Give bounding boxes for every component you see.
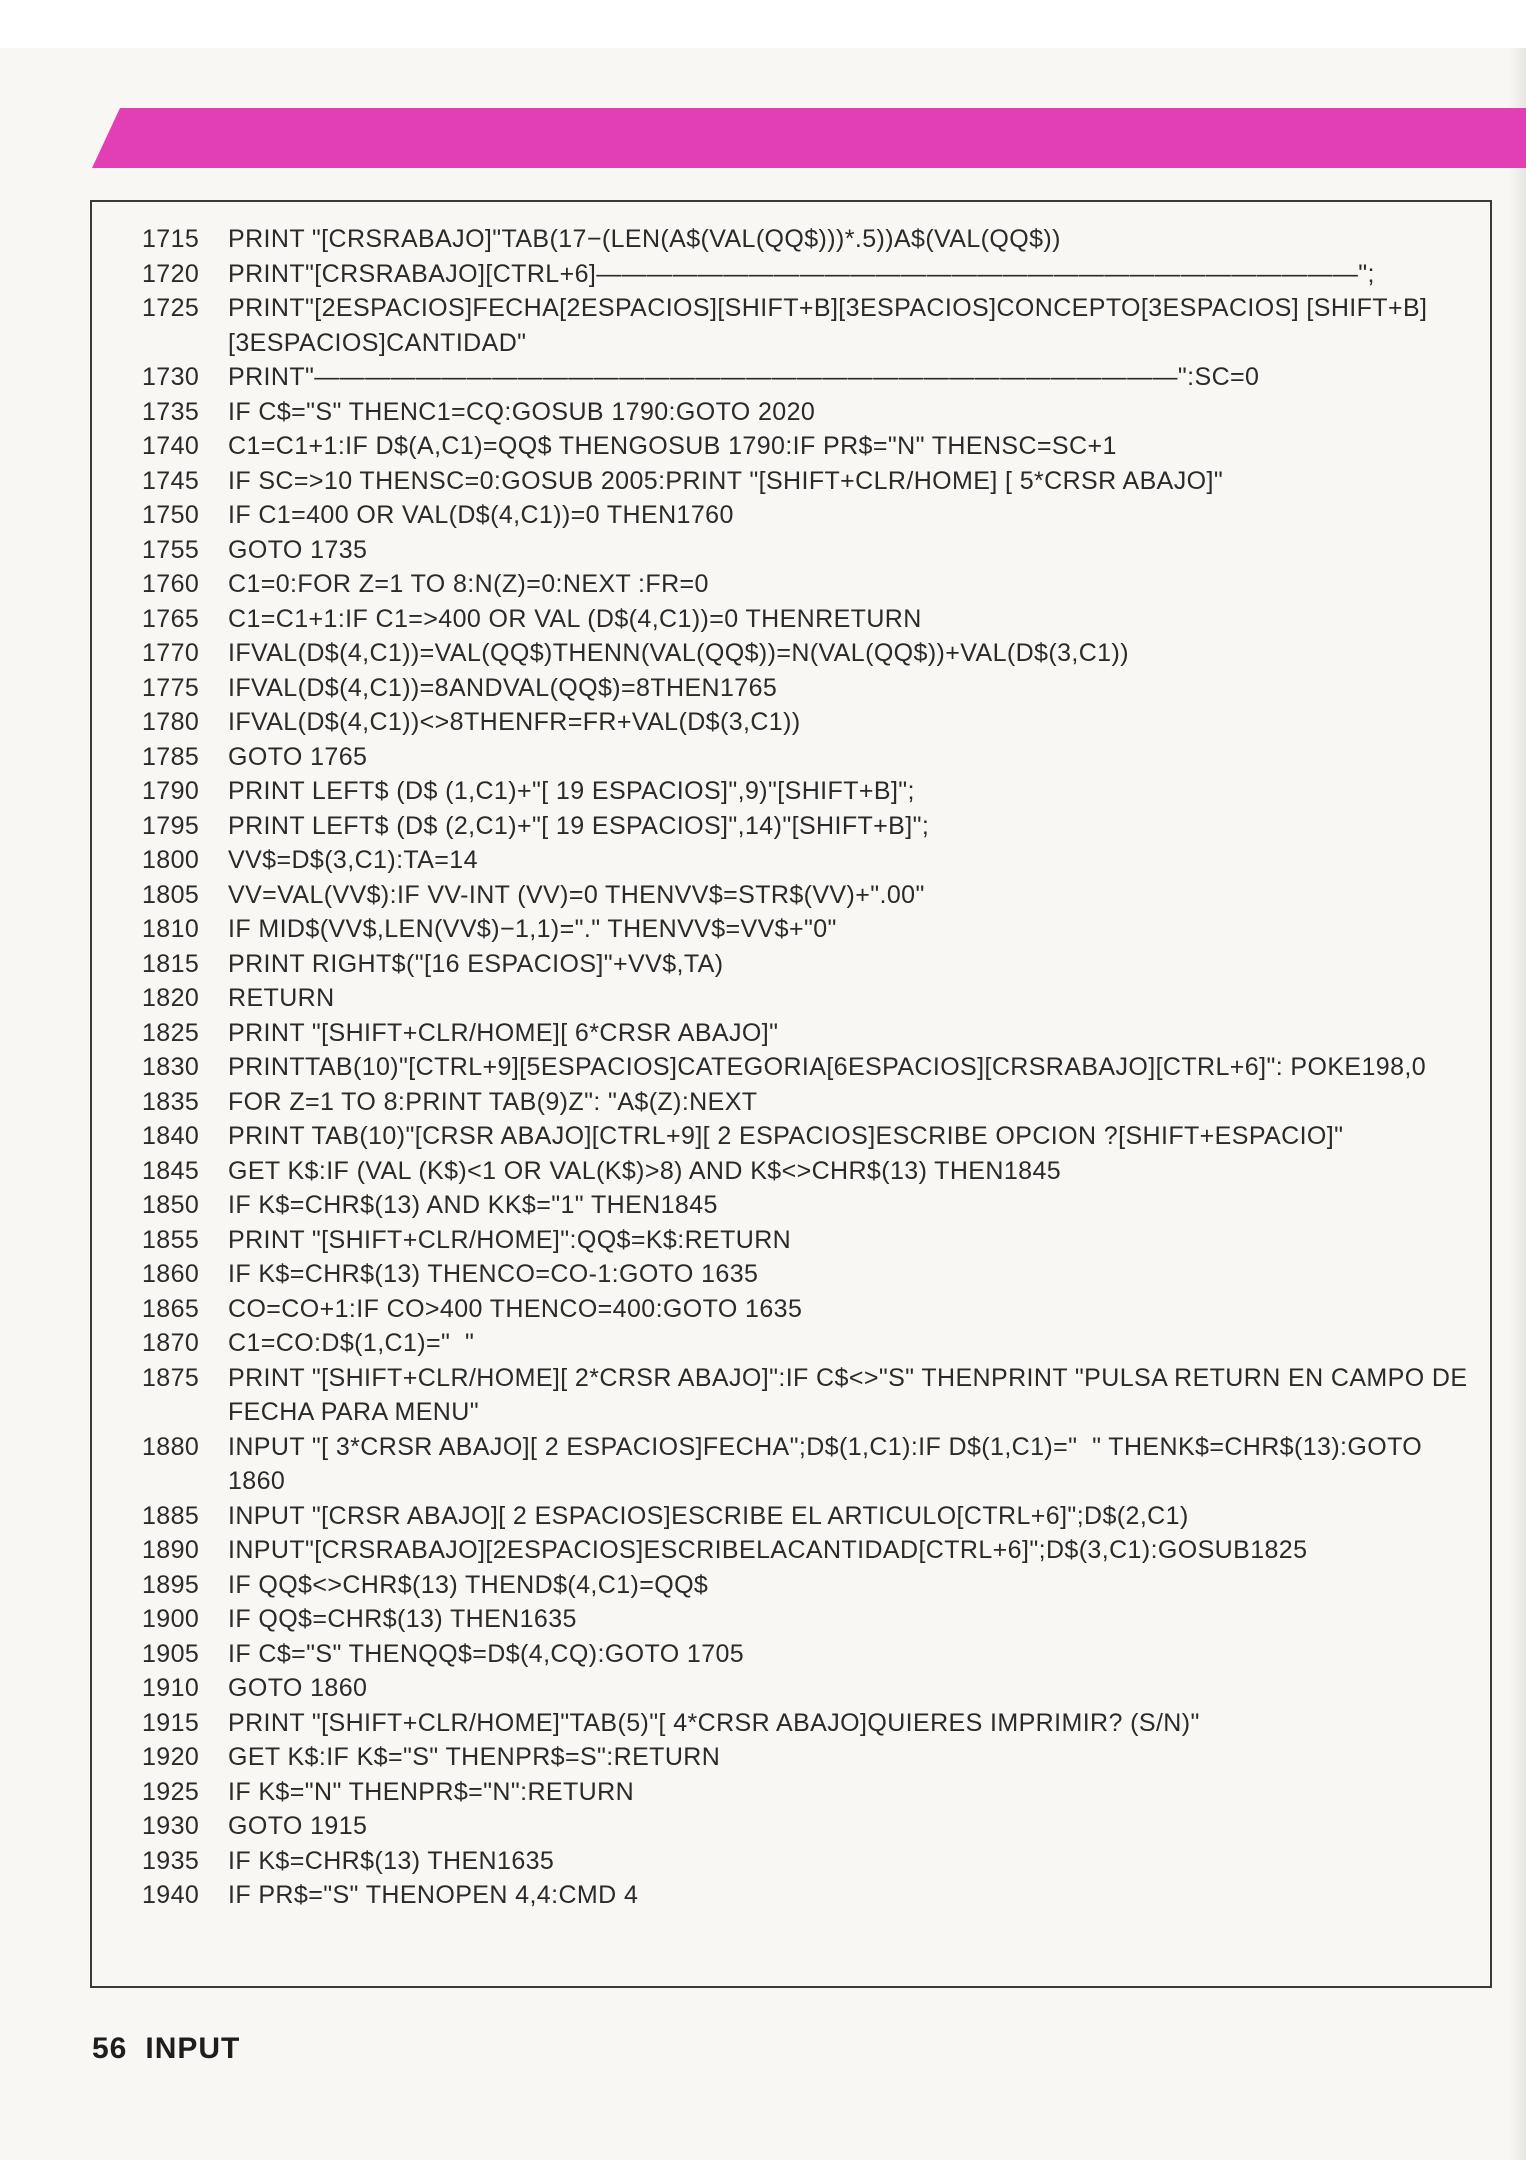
line-code: GET K$:IF K$="S" THENPR$=S":RETURN bbox=[228, 1743, 721, 1771]
code-line bbox=[142, 705, 1482, 740]
code-line bbox=[142, 1809, 1482, 1844]
code-line bbox=[142, 1050, 1482, 1085]
line-number: 1765 bbox=[142, 604, 200, 633]
code-line bbox=[142, 947, 1482, 982]
line-number: 1825 bbox=[142, 1018, 200, 1047]
line-code: VV$=D$(3,C1):TA=14 bbox=[228, 846, 478, 874]
line-code: IF K$="N" THENPR$="N":RETURN bbox=[228, 1777, 635, 1806]
code-line bbox=[142, 1671, 1482, 1706]
line-number: 1815 bbox=[142, 949, 200, 978]
code-line bbox=[142, 429, 1482, 464]
line-code: PRINT"[CRSRABAJO][CTRL+6]——————————————————————————————"; bbox=[228, 259, 1375, 288]
code-line bbox=[142, 912, 1482, 947]
code-line bbox=[142, 809, 1482, 844]
line-number: 1800 bbox=[142, 846, 200, 874]
scan-top-margin bbox=[0, 0, 1526, 48]
line-code: C1=CO:D$(1,C1)=" " bbox=[228, 1329, 475, 1357]
line-number: 1910 bbox=[142, 1674, 200, 1702]
line-number: 1805 bbox=[142, 880, 200, 909]
line-number: 1755 bbox=[142, 535, 200, 564]
line-code: IF SC=>10 THENSC=0:GOSUB 2005:PRINT "[SHIFT+CLR/HOME] [ 5*CRSR ABAJO]" bbox=[228, 466, 1224, 495]
line-number: 1790 bbox=[142, 777, 200, 805]
line-number: 1840 bbox=[142, 1122, 200, 1150]
line-code: GET K$:IF (VAL (K$)<1 OR VAL(K$)>8) AND K$<>CHR$(13) THEN1845 bbox=[228, 1156, 1062, 1185]
line-code: IF K$=CHR$(13) AND KK$="1" THEN1845 bbox=[228, 1191, 718, 1219]
code-line bbox=[142, 533, 1482, 568]
line-code: IF K$=CHR$(13) THENCO=CO-1:GOTO 1635 bbox=[228, 1260, 759, 1288]
line-code: IFVAL(D$(4,C1))=VAL(QQ$)THENN(VAL(QQ$))=N(VAL(QQ$))+VAL(D$(3,C1)) bbox=[228, 639, 1129, 667]
line-code: GOTO 1765 bbox=[228, 742, 368, 771]
line-code: PRINT "[SHIFT+CLR/HOME]":QQ$=K$:RETURN bbox=[228, 1225, 792, 1254]
line-code: PRINT"[2ESPACIOS]FECHA[2ESPACIOS][SHIFT+B][3ESPACIOS]CONCEPTO[3ESPACIOS] [SHIFT+B][3ESPACIOS]CANTIDAD" bbox=[228, 294, 1428, 357]
line-number: 1785 bbox=[142, 742, 200, 771]
line-number: 1860 bbox=[142, 1260, 200, 1288]
code-line bbox=[142, 1154, 1482, 1189]
code-line bbox=[142, 1326, 1482, 1361]
line-number: 1895 bbox=[142, 1570, 200, 1599]
code-line bbox=[142, 843, 1482, 878]
line-code: GOTO 1860 bbox=[228, 1674, 368, 1702]
line-number: 1810 bbox=[142, 915, 200, 943]
line-code: IF C1=400 OR VAL(D$(4,C1))=0 THEN1760 bbox=[228, 501, 734, 529]
code-line bbox=[142, 1568, 1482, 1603]
code-line bbox=[142, 360, 1482, 395]
code-line bbox=[142, 1602, 1482, 1637]
line-number: 1845 bbox=[142, 1156, 200, 1185]
line-number: 1875 bbox=[142, 1363, 200, 1392]
line-code: IF MID$(VV$,LEN(VV$)−1,1)="." THENVV$=VV$+"0" bbox=[228, 915, 837, 943]
line-number: 1940 bbox=[142, 1881, 200, 1909]
code-line bbox=[142, 1533, 1482, 1568]
line-number: 1890 bbox=[142, 1536, 200, 1564]
line-number: 1865 bbox=[142, 1294, 200, 1323]
code-line bbox=[142, 1257, 1482, 1292]
line-number: 1820 bbox=[142, 984, 200, 1012]
code-line bbox=[142, 291, 1482, 360]
line-number: 1855 bbox=[142, 1225, 200, 1254]
line-code: IF QQ$<>CHR$(13) THEND$(4,C1)=QQ$ bbox=[228, 1570, 709, 1599]
line-number: 1715 bbox=[142, 225, 200, 253]
line-code: GOTO 1735 bbox=[228, 535, 368, 564]
code-line bbox=[142, 602, 1482, 637]
code-line bbox=[142, 1499, 1482, 1534]
line-code: IFVAL(D$(4,C1))=8ANDVAL(QQ$)=8THEN1765 bbox=[228, 673, 778, 702]
line-code: C1=0:FOR Z=1 TO 8:N(Z)=0:NEXT :FR=0 bbox=[228, 570, 709, 598]
line-code: IF C$="S" THENQQ$=D$(4,CQ):GOTO 1705 bbox=[228, 1639, 745, 1668]
magazine-name: INPUT bbox=[145, 2032, 241, 2065]
line-number: 1915 bbox=[142, 1708, 200, 1737]
line-code: C1=C1+1:IF D$(A,C1)=QQ$ THENGOSUB 1790:IF PR$="N" THENSC=SC+1 bbox=[228, 432, 1117, 460]
line-number: 1735 bbox=[142, 397, 200, 426]
line-number: 1870 bbox=[142, 1329, 200, 1357]
line-number: 1830 bbox=[142, 1053, 200, 1081]
line-code: PRINT RIGHT$("[16 ESPACIOS]"+VV$,TA) bbox=[228, 949, 724, 978]
code-line bbox=[142, 257, 1482, 292]
line-code: PRINTTAB(10)"[CTRL+9][5ESPACIOS]CATEGORIA[6ESPACIOS][CRSRABAJO][CTRL+6]": POKE198,0 bbox=[228, 1053, 1427, 1081]
line-code: PRINT "[SHIFT+CLR/HOME][ 2*CRSR ABAJO]":IF C$<>"S" THENPRINT "PULSA RETURN EN CAMPO DE FECHA PARA MENU" bbox=[228, 1363, 1475, 1426]
line-number: 1780 bbox=[142, 708, 200, 736]
line-code: PRINT LEFT$ (D$ (2,C1)+"[ 19 ESPACIOS]",14)"[SHIFT+B]"; bbox=[228, 811, 930, 840]
header-color-band bbox=[92, 108, 1526, 168]
page-footer bbox=[92, 2032, 240, 2066]
line-code: GOTO 1915 bbox=[228, 1812, 368, 1840]
line-number: 1730 bbox=[142, 363, 200, 391]
code-line bbox=[142, 1292, 1482, 1327]
code-line bbox=[142, 1740, 1482, 1775]
code-line bbox=[142, 1119, 1482, 1154]
line-number: 1740 bbox=[142, 432, 200, 460]
line-code: FOR Z=1 TO 8:PRINT TAB(9)Z": "A$(Z):NEXT bbox=[228, 1087, 758, 1116]
line-number: 1880 bbox=[142, 1432, 200, 1461]
program-listing-box bbox=[90, 200, 1492, 1988]
line-code: IF K$=CHR$(13) THEN1635 bbox=[228, 1846, 555, 1875]
code-line bbox=[142, 464, 1482, 499]
line-code: CO=CO+1:IF CO>400 THENCO=400:GOTO 1635 bbox=[228, 1294, 803, 1323]
code-line bbox=[142, 981, 1482, 1016]
code-line bbox=[142, 1706, 1482, 1741]
line-number: 1795 bbox=[142, 811, 200, 840]
line-code: INPUT"[CRSRABAJO][2ESPACIOS]ESCRIBELACANTIDAD[CTRL+6]";D$(3,C1):GOSUB1825 bbox=[228, 1536, 1308, 1564]
line-number: 1850 bbox=[142, 1191, 200, 1219]
line-code: IF PR$="S" THENOPEN 4,4:CMD 4 bbox=[228, 1881, 639, 1909]
code-line bbox=[142, 567, 1482, 602]
code-line bbox=[142, 1223, 1482, 1258]
line-code: PRINT "[SHIFT+CLR/HOME]"TAB(5)"[ 4*CRSR ABAJO]QUIERES IMPRIMIR? (S/N)" bbox=[228, 1708, 1200, 1737]
code-line bbox=[142, 1188, 1482, 1223]
line-number: 1770 bbox=[142, 639, 200, 667]
code-line bbox=[142, 222, 1482, 257]
line-code: C1=C1+1:IF C1=>400 OR VAL (D$(4,C1))=0 THENRETURN bbox=[228, 604, 922, 633]
line-code: INPUT "[ 3*CRSR ABAJO][ 2 ESPACIOS]FECHA";D$(1,C1):IF D$(1,C1)=" " THENK$=CHR$(13):GOTO 1860 bbox=[228, 1432, 1430, 1495]
code-line bbox=[142, 1085, 1482, 1120]
code-line bbox=[142, 1430, 1482, 1499]
code-line bbox=[142, 1878, 1482, 1913]
line-code: PRINT "[SHIFT+CLR/HOME][ 6*CRSR ABAJO]" bbox=[228, 1018, 779, 1047]
line-code: RETURN bbox=[228, 984, 335, 1012]
line-code: PRINT "[CRSRABAJO]"TAB(17−(LEN(A$(VAL(QQ$)))*.5))A$(VAL(QQ$)) bbox=[228, 225, 1061, 253]
line-code: PRINT"——————————————————————————————————":SC=0 bbox=[228, 363, 1260, 391]
line-number: 1905 bbox=[142, 1639, 200, 1668]
line-code: VV=VAL(VV$):IF VV-INT (VV)=0 THENVV$=STR$(VV)+".00" bbox=[228, 880, 925, 909]
line-number: 1935 bbox=[142, 1846, 200, 1875]
line-number: 1930 bbox=[142, 1812, 200, 1840]
code-line bbox=[142, 1637, 1482, 1672]
code-line bbox=[142, 1361, 1482, 1430]
basic-listing bbox=[142, 222, 1482, 1913]
code-line bbox=[142, 740, 1482, 775]
line-number: 1925 bbox=[142, 1777, 200, 1806]
line-code: IF C$="S" THENC1=CQ:GOSUB 1790:GOTO 2020 bbox=[228, 397, 816, 426]
line-code: PRINT LEFT$ (D$ (1,C1)+"[ 19 ESPACIOS]",9)"[SHIFT+B]"; bbox=[228, 777, 915, 805]
line-code: IF QQ$=CHR$(13) THEN1635 bbox=[228, 1605, 577, 1633]
code-line bbox=[142, 498, 1482, 533]
page-number: 56 bbox=[92, 2032, 128, 2065]
code-line bbox=[142, 878, 1482, 913]
line-number: 1725 bbox=[142, 294, 200, 322]
code-line bbox=[142, 1775, 1482, 1810]
code-line bbox=[142, 1016, 1482, 1051]
code-line bbox=[142, 636, 1482, 671]
line-code: INPUT "[CRSR ABAJO][ 2 ESPACIOS]ESCRIBE EL ARTICULO[CTRL+6]";D$(2,C1) bbox=[228, 1501, 1189, 1530]
line-number: 1775 bbox=[142, 673, 200, 702]
code-line bbox=[142, 395, 1482, 430]
code-line bbox=[142, 671, 1482, 706]
line-number: 1745 bbox=[142, 466, 200, 495]
line-number: 1750 bbox=[142, 501, 200, 529]
line-number: 1885 bbox=[142, 1501, 200, 1530]
line-number: 1835 bbox=[142, 1087, 200, 1116]
line-number: 1720 bbox=[142, 259, 200, 288]
line-code: PRINT TAB(10)"[CRSR ABAJO][CTRL+9][ 2 ESPACIOS]ESCRIBE OPCION ?[SHIFT+ESPACIO]" bbox=[228, 1122, 1344, 1150]
line-code: IFVAL(D$(4,C1))<>8THENFR=FR+VAL(D$(3,C1)) bbox=[228, 708, 801, 736]
code-line bbox=[142, 774, 1482, 809]
line-number: 1760 bbox=[142, 570, 200, 598]
code-line bbox=[142, 1844, 1482, 1879]
line-number: 1920 bbox=[142, 1743, 200, 1771]
line-number: 1900 bbox=[142, 1605, 200, 1633]
page-edge-shadow bbox=[1508, 48, 1526, 2160]
